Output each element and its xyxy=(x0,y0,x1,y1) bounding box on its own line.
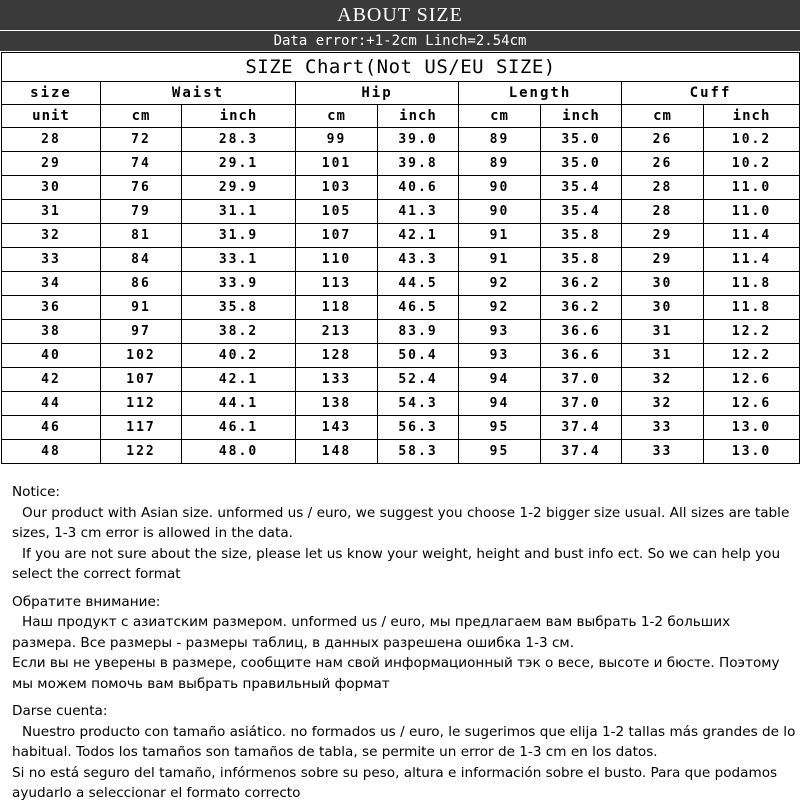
table-cell: 93 xyxy=(459,320,541,344)
table-cell: 11.8 xyxy=(704,296,800,320)
table-cell: 30 xyxy=(622,272,704,296)
size-chart-caption: SIZE Chart(Not US/EU SIZE) xyxy=(2,53,800,82)
table-cell: 91 xyxy=(459,224,541,248)
table-cell: 91 xyxy=(101,296,182,320)
size-cell: 30 xyxy=(2,176,101,200)
table-cell: 35.0 xyxy=(541,128,622,152)
table-cell: 11.4 xyxy=(704,224,800,248)
table-cell: 30 xyxy=(622,296,704,320)
page-title: ABOUT SIZE xyxy=(0,0,800,30)
table-cell: 103 xyxy=(296,176,378,200)
table-cell: 37.0 xyxy=(541,392,622,416)
table-cell: 110 xyxy=(296,248,378,272)
table-cell: 95 xyxy=(459,440,541,464)
table-cell: 54.3 xyxy=(378,392,459,416)
table-cell: 26 xyxy=(622,152,704,176)
table-cell: 76 xyxy=(101,176,182,200)
table-cell: 90 xyxy=(459,176,541,200)
size-cell: 32 xyxy=(2,224,101,248)
table-cell: 33 xyxy=(622,416,704,440)
table-cell: 37.4 xyxy=(541,440,622,464)
table-cell: 36.6 xyxy=(541,320,622,344)
unit-cell: cm xyxy=(296,105,378,128)
table-cell: 94 xyxy=(459,392,541,416)
table-cell: 40.6 xyxy=(378,176,459,200)
unit-row xyxy=(2,105,800,128)
table-cell: 128 xyxy=(296,344,378,368)
table-cell: 29.9 xyxy=(182,176,296,200)
table-row xyxy=(2,176,800,200)
table-cell: 28 xyxy=(622,200,704,224)
size-cell: 46 xyxy=(2,416,101,440)
size-cell: 38 xyxy=(2,320,101,344)
table-cell: 26 xyxy=(622,128,704,152)
column-header-length: Length xyxy=(459,82,622,105)
table-cell: 10.2 xyxy=(704,152,800,176)
size-cell: 44 xyxy=(2,392,101,416)
table-cell: 35.0 xyxy=(541,152,622,176)
size-cell: 34 xyxy=(2,272,101,296)
table-cell: 44.1 xyxy=(182,392,296,416)
table-cell: 33.9 xyxy=(182,272,296,296)
table-cell: 10.2 xyxy=(704,128,800,152)
size-cell: 28 xyxy=(2,128,101,152)
table-cell: 28.3 xyxy=(182,128,296,152)
unit-label: unit xyxy=(2,105,101,128)
table-cell: 12.6 xyxy=(704,368,800,392)
table-cell: 72 xyxy=(101,128,182,152)
table-cell: 74 xyxy=(101,152,182,176)
notice-en-text-1: Our product with Asian size. unformed us / euro, we suggest you choose 1-2 bigger size usual. All sizes are table sizes, 1-3 cm error is allowed in the data. xyxy=(12,504,790,541)
table-cell: 105 xyxy=(296,200,378,224)
notice-section xyxy=(12,482,796,804)
notice-en-text-2: If you are not sure about the size, please let us know your weight, height and bust info ect. So we can help you select the correct format xyxy=(12,545,781,582)
size-cell: 42 xyxy=(2,368,101,392)
table-cell: 37.0 xyxy=(541,368,622,392)
column-header-hip: Hip xyxy=(296,82,459,105)
table-row xyxy=(2,200,800,224)
table-cell: 13.0 xyxy=(704,440,800,464)
size-cell: 33 xyxy=(2,248,101,272)
table-cell: 32 xyxy=(622,368,704,392)
unit-cell: cm xyxy=(459,105,541,128)
table-cell: 29 xyxy=(622,224,704,248)
table-cell: 86 xyxy=(101,272,182,296)
table-cell: 117 xyxy=(101,416,182,440)
table-cell: 13.0 xyxy=(704,416,800,440)
table-cell: 113 xyxy=(296,272,378,296)
table-cell: 39.0 xyxy=(378,128,459,152)
table-cell: 99 xyxy=(296,128,378,152)
notice-ru-text-2: Если вы не уверены в размере, сообщите нам свой информационный тэк о весе, высоте и бюсте. Поэтому мы можем помочь вам выбрать правильный формат xyxy=(12,655,780,692)
table-cell: 92 xyxy=(459,272,541,296)
table-cell: 35.8 xyxy=(541,224,622,248)
column-header-waist: Waist xyxy=(101,82,296,105)
table-cell: 12.2 xyxy=(704,320,800,344)
table-row xyxy=(2,272,800,296)
table-row xyxy=(2,344,800,368)
table-cell: 48.0 xyxy=(182,440,296,464)
table-cell: 36.2 xyxy=(541,272,622,296)
table-cell: 83.9 xyxy=(378,320,459,344)
unit-cell: inch xyxy=(378,105,459,128)
table-cell: 39.8 xyxy=(378,152,459,176)
table-cell: 11.0 xyxy=(704,176,800,200)
table-cell: 79 xyxy=(101,200,182,224)
table-row xyxy=(2,128,800,152)
table-row xyxy=(2,368,800,392)
table-cell: 46.1 xyxy=(182,416,296,440)
table-cell: 35.4 xyxy=(541,176,622,200)
table-cell: 143 xyxy=(296,416,378,440)
size-table-body xyxy=(2,128,800,464)
table-cell: 84 xyxy=(101,248,182,272)
column-header-cuff: Cuff xyxy=(622,82,800,105)
notice-ru-text-1: Наш продукт с азиатским размером. unformed us / euro, мы предлагаем вам выбрать 1-2 больших размера. Все размеры - размеры таблиц, в данных разрешена ошибка 1-3 см. xyxy=(12,614,731,651)
unit-cell: inch xyxy=(182,105,296,128)
size-cell: 31 xyxy=(2,200,101,224)
size-chart-table xyxy=(1,52,800,464)
table-cell: 122 xyxy=(101,440,182,464)
table-cell: 37.4 xyxy=(541,416,622,440)
unit-cell: inch xyxy=(541,105,622,128)
table-cell: 32 xyxy=(622,392,704,416)
unit-cell: cm xyxy=(622,105,704,128)
table-cell: 33.1 xyxy=(182,248,296,272)
table-cell: 56.3 xyxy=(378,416,459,440)
size-cell: 40 xyxy=(2,344,101,368)
table-cell: 11.0 xyxy=(704,200,800,224)
table-cell: 101 xyxy=(296,152,378,176)
table-row xyxy=(2,152,800,176)
table-cell: 133 xyxy=(296,368,378,392)
table-row xyxy=(2,224,800,248)
table-row xyxy=(2,296,800,320)
unit-cell: cm xyxy=(101,105,182,128)
table-cell: 35.4 xyxy=(541,200,622,224)
table-cell: 89 xyxy=(459,128,541,152)
table-row xyxy=(2,392,800,416)
table-row xyxy=(2,248,800,272)
column-header-size: size xyxy=(2,82,101,105)
table-cell: 35.8 xyxy=(541,248,622,272)
table-cell: 90 xyxy=(459,200,541,224)
table-cell: 28 xyxy=(622,176,704,200)
table-cell: 11.4 xyxy=(704,248,800,272)
table-cell: 107 xyxy=(101,368,182,392)
notice-heading-ru: Обратите внимание: xyxy=(12,593,161,610)
table-cell: 107 xyxy=(296,224,378,248)
table-cell: 31 xyxy=(622,320,704,344)
table-cell: 29.1 xyxy=(182,152,296,176)
unit-cell: inch xyxy=(704,105,800,128)
table-cell: 31.1 xyxy=(182,200,296,224)
table-row xyxy=(2,320,800,344)
table-cell: 93 xyxy=(459,344,541,368)
size-cell: 36 xyxy=(2,296,101,320)
table-cell: 148 xyxy=(296,440,378,464)
table-cell: 89 xyxy=(459,152,541,176)
table-cell: 50.4 xyxy=(378,344,459,368)
table-cell: 43.3 xyxy=(378,248,459,272)
table-cell: 46.5 xyxy=(378,296,459,320)
table-cell: 97 xyxy=(101,320,182,344)
size-cell: 29 xyxy=(2,152,101,176)
table-cell: 213 xyxy=(296,320,378,344)
table-cell: 118 xyxy=(296,296,378,320)
data-error-note: Data error:+1-2cm Linch=2.54cm xyxy=(0,31,800,51)
table-cell: 95 xyxy=(459,416,541,440)
table-cell: 92 xyxy=(459,296,541,320)
table-cell: 81 xyxy=(101,224,182,248)
table-cell: 31 xyxy=(622,344,704,368)
table-cell: 58.3 xyxy=(378,440,459,464)
notice-es-text-2: Si no está seguro del tamaño, infórmenos sobre su peso, altura e información sobre el busto. Para que podamos ayudarlo a seleccionar el formato correcto xyxy=(12,764,778,801)
table-cell: 35.8 xyxy=(182,296,296,320)
table-cell: 29 xyxy=(622,248,704,272)
table-cell: 12.6 xyxy=(704,392,800,416)
table-cell: 102 xyxy=(101,344,182,368)
table-cell: 11.8 xyxy=(704,272,800,296)
table-cell: 41.3 xyxy=(378,200,459,224)
table-cell: 33 xyxy=(622,440,704,464)
table-cell: 94 xyxy=(459,368,541,392)
table-cell: 36.6 xyxy=(541,344,622,368)
table-row xyxy=(2,416,800,440)
table-cell: 52.4 xyxy=(378,368,459,392)
notice-heading-en: Notice: xyxy=(12,484,61,500)
table-cell: 31.9 xyxy=(182,224,296,248)
table-cell: 12.2 xyxy=(704,344,800,368)
table-cell: 36.2 xyxy=(541,296,622,320)
notice-es-text-1: Nuestro producto con tamaño asiático. no formados us / euro, le sugerimos que elija 1-2 tallas más grandes de lo habitual. Todos los tamaños son tamaños de tabla, se permite un error de 1-3 cm en los datos. xyxy=(12,723,796,760)
table-cell: 91 xyxy=(459,248,541,272)
notice-heading-es: Darse cuenta: xyxy=(12,703,108,719)
table-cell: 38.2 xyxy=(182,320,296,344)
size-cell: 48 xyxy=(2,440,101,464)
table-cell: 138 xyxy=(296,392,378,416)
table-cell: 40.2 xyxy=(182,344,296,368)
table-row xyxy=(2,440,800,464)
table-cell: 44.5 xyxy=(378,272,459,296)
table-cell: 112 xyxy=(101,392,182,416)
table-cell: 42.1 xyxy=(182,368,296,392)
table-cell: 42.1 xyxy=(378,224,459,248)
